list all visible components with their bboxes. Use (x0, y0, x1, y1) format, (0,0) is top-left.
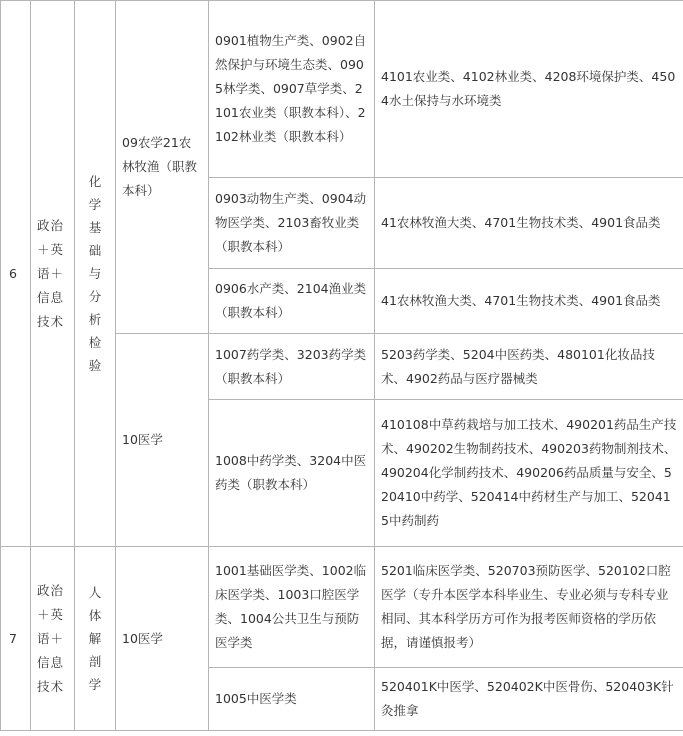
exam-subjects: 政治＋英语＋信息技术 (37, 217, 65, 329)
professional-subject-cell (75, 547, 116, 731)
category-cell: 10医学 (116, 334, 209, 547)
exam-subjects-cell (31, 547, 75, 731)
category-cell: 10医学 (116, 547, 209, 731)
professional-subject-cell (75, 1, 116, 547)
undergrad-major-cell: 1005中医学类 (209, 668, 375, 731)
undergrad-major-cell: 1007药学类、3203药学类（职教本科） (209, 334, 375, 400)
category-cell: 09农学21农林牧渔（职教本科） (116, 1, 209, 334)
junior-college-major-cell: 5201临床医学类、520703预防医学、520102口腔医学（专升本医学本科毕业生、专业必须与专科专业相同、其本科学历方可作为报考医师资格的学历依据，请谨慎报考） (375, 547, 683, 668)
junior-college-major-cell: 4101农业类、4102林业类、4208环境保护类、4504水土保持与水环境类 (375, 1, 683, 178)
junior-college-major-cell: 41农林牧渔大类、4701生物技术类、4901食品类 (375, 269, 683, 334)
junior-college-major-cell: 520401K中医学、520402K中医骨伤、520403K针灸推拿 (375, 668, 683, 731)
undergrad-major-cell: 0906水产类、2104渔业类（职教本科） (209, 269, 375, 334)
professional-subject: 人体解剖学 (88, 584, 102, 692)
row-index: 6 (1, 1, 31, 547)
row-index: 7 (1, 547, 31, 731)
table-row (1, 547, 683, 668)
exam-subjects-cell (31, 1, 75, 547)
junior-college-major-cell: 41农林牧渔大类、4701生物技术类、4901食品类 (375, 178, 683, 269)
junior-college-major-cell: 5203药学类、5204中医药类、480101化妆品技术、4902药品与医疗器械类 (375, 334, 683, 400)
table-row (1, 1, 683, 178)
undergrad-major-cell: 1008中药学类、3204中医药类（职教本科） (209, 400, 375, 547)
undergrad-major-cell: 1001基础医学类、1002临床医学类、1003口腔医学类、1004公共卫生与预防医学类 (209, 547, 375, 668)
junior-college-major-cell: 410108中草药栽培与加工技术、490201药品生产技术、490202生物制药技术、490203药物制剂技术、490204化学制药技术、490206药品质量与安全、520410中药学、520414中药材生产与加工、520415中药制药 (375, 400, 683, 547)
professional-subject: 化学基础与分析检验 (88, 173, 102, 373)
undergrad-major-cell: 0903动物生产类、0904动物医学类、2103畜牧业类（职教本科） (209, 178, 375, 269)
exam-subjects: 政治＋英语＋信息技术 (37, 582, 65, 694)
undergrad-major-cell: 0901植物生产类、0902自然保护与环境生态类、0905林学类、0907草学类、2101农业类（职教本科）、2102林业类（职教本科） (209, 1, 375, 178)
